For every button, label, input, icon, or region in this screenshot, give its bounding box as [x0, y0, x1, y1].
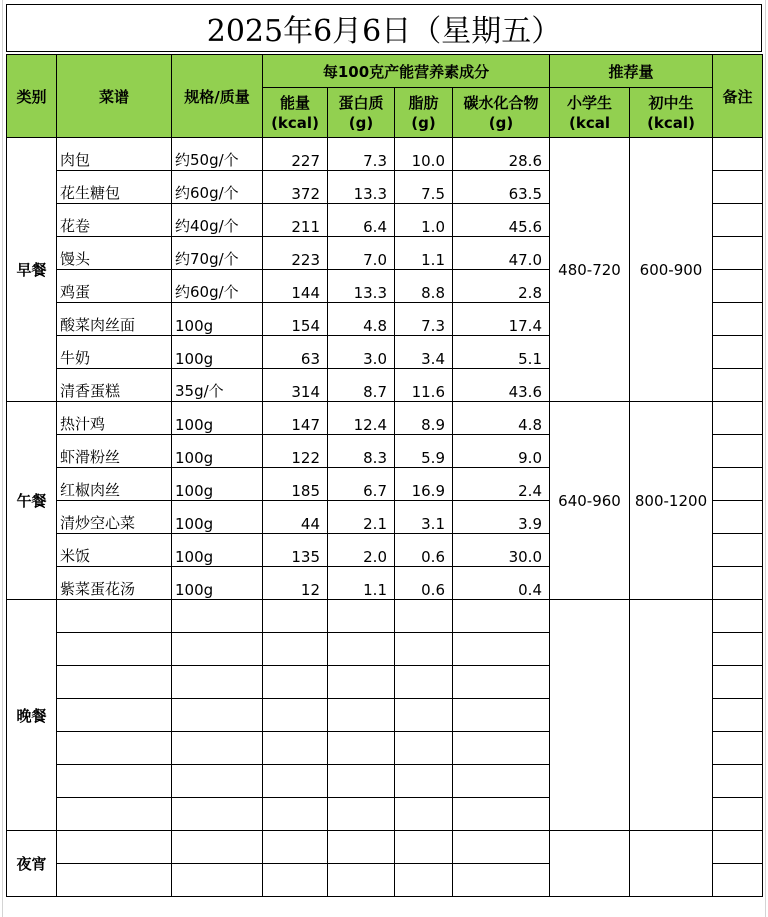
empty-cell — [453, 666, 550, 699]
protein-cell: 6.4 — [328, 204, 395, 237]
header-energy-label: 能量 — [279, 93, 310, 112]
notes-cell — [713, 864, 763, 897]
notes-cell — [713, 798, 763, 831]
carbs-cell: 45.6 — [453, 204, 550, 237]
energy-cell: 63 — [263, 336, 328, 369]
empty-cell — [57, 633, 172, 666]
notes-cell — [713, 369, 763, 402]
empty-cell — [263, 831, 328, 864]
empty-cell — [328, 699, 395, 732]
energy-cell: 135 — [263, 534, 328, 567]
fat-cell: 11.6 — [395, 369, 453, 402]
spec-cell: 约50g/个 — [172, 138, 263, 171]
carbs-cell: 9.0 — [453, 435, 550, 468]
protein-cell: 3.0 — [328, 336, 395, 369]
dish-cell: 馒头 — [57, 237, 172, 270]
header-primary — [550, 88, 630, 138]
notes-cell — [713, 534, 763, 567]
header-fat — [395, 88, 453, 138]
protein-cell: 6.7 — [328, 468, 395, 501]
energy-cell: 147 — [263, 402, 328, 435]
energy-cell: 314 — [263, 369, 328, 402]
primary-range: 480-720 — [550, 138, 630, 402]
empty-cell — [453, 633, 550, 666]
dish-cell: 牛奶 — [57, 336, 172, 369]
notes-cell — [713, 633, 763, 666]
primary-range: 640-960 — [550, 402, 630, 600]
empty-cell — [328, 732, 395, 765]
spec-cell: 约70g/个 — [172, 237, 263, 270]
header-carbs-label: 碳水化合物 — [463, 93, 539, 112]
empty-cell — [57, 831, 172, 864]
spec-cell: 100g — [172, 501, 263, 534]
notes-cell — [713, 600, 763, 633]
carbs-cell: 2.4 — [453, 468, 550, 501]
empty-cell — [453, 732, 550, 765]
spec-cell: 100g — [172, 336, 263, 369]
header-junior-unit: (kcal) — [647, 113, 695, 132]
empty-cell — [172, 831, 263, 864]
fat-cell: 10.0 — [395, 138, 453, 171]
empty-cell — [395, 666, 453, 699]
energy-cell: 154 — [263, 303, 328, 336]
empty-cell — [328, 765, 395, 798]
header-energy-unit: (kcal) — [271, 113, 319, 132]
spec-cell: 100g — [172, 402, 263, 435]
empty-cell — [172, 732, 263, 765]
fat-cell: 8.9 — [395, 402, 453, 435]
notes-cell — [713, 237, 763, 270]
dish-cell: 花生糖包 — [57, 171, 172, 204]
header-spec: 规格/质量 — [172, 55, 263, 138]
energy-cell: 185 — [263, 468, 328, 501]
notes-cell — [713, 666, 763, 699]
header-notes: 备注 — [713, 55, 763, 138]
dish-cell: 米饭 — [57, 534, 172, 567]
header-recommend-group: 推荐量 — [550, 55, 713, 88]
notes-cell — [713, 303, 763, 336]
fat-cell: 5.9 — [395, 435, 453, 468]
header-carbs — [453, 88, 550, 138]
carbs-cell: 30.0 — [453, 534, 550, 567]
protein-cell: 7.0 — [328, 237, 395, 270]
fat-cell: 7.5 — [395, 171, 453, 204]
notes-cell — [713, 402, 763, 435]
empty-cell — [395, 600, 453, 633]
empty-cell — [328, 798, 395, 831]
empty-cell — [395, 798, 453, 831]
fat-cell: 7.3 — [395, 303, 453, 336]
carbs-cell: 17.4 — [453, 303, 550, 336]
header-protein-label: 蛋白质 — [338, 93, 384, 112]
fat-cell: 3.4 — [395, 336, 453, 369]
energy-cell: 44 — [263, 501, 328, 534]
header-junior-label: 初中生 — [648, 93, 694, 112]
junior-range — [630, 831, 713, 897]
empty-cell — [328, 600, 395, 633]
menu-table — [6, 54, 763, 897]
empty-cell — [57, 699, 172, 732]
dish-cell: 鸡蛋 — [57, 270, 172, 303]
energy-cell: 144 — [263, 270, 328, 303]
table-row — [7, 600, 763, 633]
empty-cell — [395, 765, 453, 798]
notes-cell — [713, 270, 763, 303]
header-protein-unit: (g) — [348, 113, 374, 132]
protein-cell: 13.3 — [328, 171, 395, 204]
carbs-cell: 5.1 — [453, 336, 550, 369]
table-row — [7, 831, 763, 864]
empty-cell — [57, 666, 172, 699]
header-fat-unit: (g) — [411, 113, 436, 132]
notes-cell — [713, 765, 763, 798]
table-row — [7, 402, 763, 435]
empty-cell — [57, 765, 172, 798]
header-fat-label: 脂肪 — [408, 93, 439, 112]
protein-cell: 4.8 — [328, 303, 395, 336]
notes-cell — [713, 171, 763, 204]
carbs-cell: 3.9 — [453, 501, 550, 534]
dish-cell: 虾滑粉丝 — [57, 435, 172, 468]
empty-cell — [453, 831, 550, 864]
header-nutrition-group: 每100克产能营养素成分 — [263, 55, 550, 88]
meal-label: 晚餐 — [7, 600, 57, 831]
header-protein — [328, 88, 395, 138]
spec-cell: 约40g/个 — [172, 204, 263, 237]
dish-cell: 花卷 — [57, 204, 172, 237]
energy-cell: 223 — [263, 237, 328, 270]
protein-cell: 8.7 — [328, 369, 395, 402]
header-junior — [630, 88, 713, 138]
empty-cell — [172, 864, 263, 897]
empty-cell — [172, 666, 263, 699]
fat-cell: 1.0 — [395, 204, 453, 237]
notes-cell — [713, 732, 763, 765]
fat-cell: 16.9 — [395, 468, 453, 501]
empty-cell — [263, 732, 328, 765]
dish-cell: 热汁鸡 — [57, 402, 172, 435]
empty-cell — [453, 765, 550, 798]
primary-range — [550, 600, 630, 831]
empty-cell — [263, 798, 328, 831]
empty-cell — [263, 633, 328, 666]
meal-label: 夜宵 — [7, 831, 57, 897]
energy-cell: 12 — [263, 567, 328, 600]
primary-range — [550, 831, 630, 897]
empty-cell — [263, 765, 328, 798]
dish-cell: 清炒空心菜 — [57, 501, 172, 534]
notes-cell — [713, 699, 763, 732]
dish-cell: 清香蛋糕 — [57, 369, 172, 402]
empty-cell — [328, 666, 395, 699]
meal-label: 午餐 — [7, 402, 57, 600]
empty-cell — [453, 699, 550, 732]
empty-cell — [395, 864, 453, 897]
notes-cell — [713, 831, 763, 864]
notes-cell — [713, 435, 763, 468]
carbs-cell: 63.5 — [453, 171, 550, 204]
header-energy — [263, 88, 328, 138]
carbs-cell: 47.0 — [453, 237, 550, 270]
empty-cell — [453, 600, 550, 633]
dish-cell: 肉包 — [57, 138, 172, 171]
empty-cell — [263, 864, 328, 897]
empty-cell — [57, 864, 172, 897]
junior-range: 800-1200 — [630, 402, 713, 600]
empty-cell — [395, 831, 453, 864]
empty-cell — [328, 633, 395, 666]
energy-cell: 372 — [263, 171, 328, 204]
empty-cell — [172, 600, 263, 633]
notes-cell — [713, 567, 763, 600]
carbs-cell: 4.8 — [453, 402, 550, 435]
spec-cell: 100g — [172, 435, 263, 468]
energy-cell: 211 — [263, 204, 328, 237]
empty-cell — [453, 798, 550, 831]
fat-cell: 0.6 — [395, 567, 453, 600]
header-primary-label: 小学生 — [566, 93, 612, 112]
carbs-cell: 2.8 — [453, 270, 550, 303]
empty-cell — [263, 699, 328, 732]
fat-cell: 0.6 — [395, 534, 453, 567]
empty-cell — [172, 765, 263, 798]
empty-cell — [172, 798, 263, 831]
spec-cell: 100g — [172, 534, 263, 567]
protein-cell: 13.3 — [328, 270, 395, 303]
spec-cell: 100g — [172, 468, 263, 501]
empty-cell — [395, 633, 453, 666]
carbs-cell: 28.6 — [453, 138, 550, 171]
notes-cell — [713, 468, 763, 501]
protein-cell: 1.1 — [328, 567, 395, 600]
spec-cell: 100g — [172, 567, 263, 600]
notes-cell — [713, 138, 763, 171]
table-row — [7, 138, 763, 171]
empty-cell — [453, 864, 550, 897]
protein-cell: 2.0 — [328, 534, 395, 567]
empty-cell — [172, 699, 263, 732]
dish-cell: 酸菜肉丝面 — [57, 303, 172, 336]
protein-cell: 2.1 — [328, 501, 395, 534]
protein-cell: 12.4 — [328, 402, 395, 435]
empty-cell — [328, 864, 395, 897]
spec-cell: 约60g/个 — [172, 171, 263, 204]
protein-cell: 7.3 — [328, 138, 395, 171]
empty-cell — [57, 732, 172, 765]
carbs-cell: 0.4 — [453, 567, 550, 600]
fat-cell: 3.1 — [395, 501, 453, 534]
header-category: 类别 — [7, 55, 57, 138]
sheet-title: 2025年6月6日（星期五） — [6, 4, 762, 52]
meal-label: 早餐 — [7, 138, 57, 402]
spec-cell: 100g — [172, 303, 263, 336]
empty-cell — [57, 798, 172, 831]
junior-range — [630, 600, 713, 831]
grid-line — [2, 0, 3, 917]
spec-cell: 约60g/个 — [172, 270, 263, 303]
header-carbs-unit: (g) — [488, 113, 514, 132]
notes-cell — [713, 204, 763, 237]
empty-cell — [263, 666, 328, 699]
empty-cell — [395, 699, 453, 732]
fat-cell: 8.8 — [395, 270, 453, 303]
fat-cell: 1.1 — [395, 237, 453, 270]
empty-cell — [263, 600, 328, 633]
dish-cell: 紫菜蛋花汤 — [57, 567, 172, 600]
empty-cell — [328, 831, 395, 864]
spec-cell: 35g/个 — [172, 369, 263, 402]
carbs-cell: 43.6 — [453, 369, 550, 402]
energy-cell: 227 — [263, 138, 328, 171]
notes-cell — [713, 501, 763, 534]
empty-cell — [395, 732, 453, 765]
junior-range: 600-900 — [630, 138, 713, 402]
grid-line — [765, 0, 766, 917]
notes-cell — [713, 336, 763, 369]
header-primary-unit: (kcal — [569, 113, 610, 132]
energy-cell: 122 — [263, 435, 328, 468]
header-dish: 菜谱 — [57, 55, 172, 138]
empty-cell — [57, 600, 172, 633]
empty-cell — [172, 633, 263, 666]
dish-cell: 红椒肉丝 — [57, 468, 172, 501]
protein-cell: 8.3 — [328, 435, 395, 468]
